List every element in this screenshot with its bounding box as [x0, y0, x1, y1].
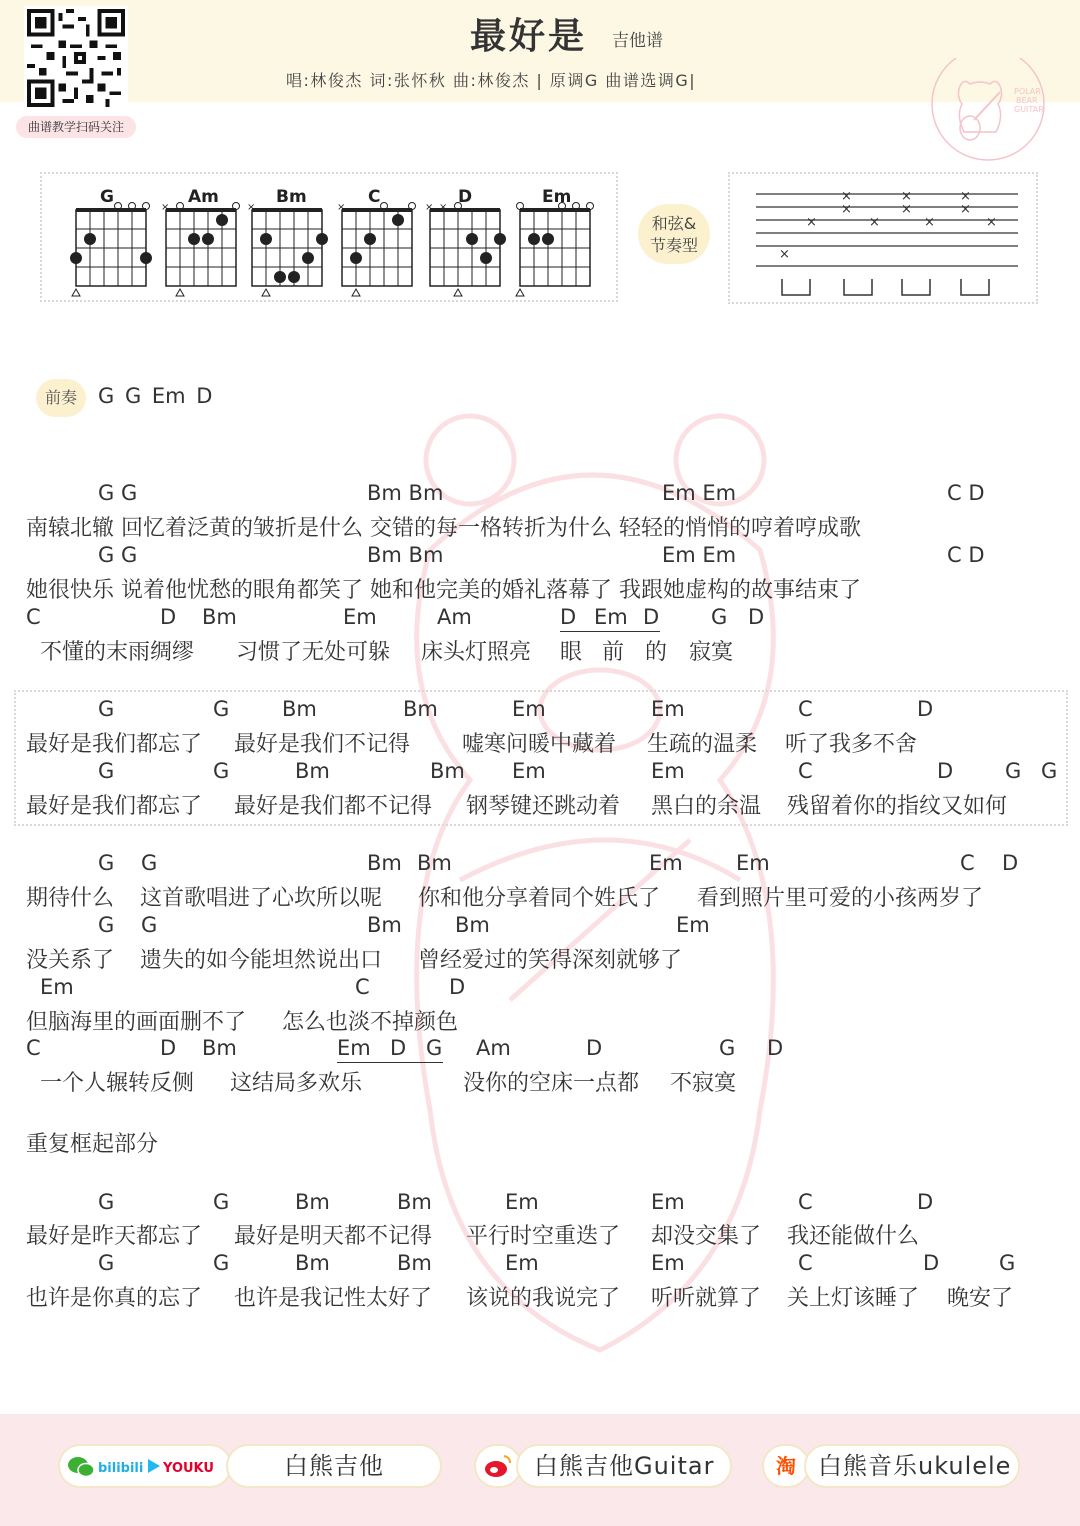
lyric: 但脑海里的画面删不了	[26, 1010, 247, 1035]
svg-text:×: ×	[960, 189, 971, 204]
chord: Em	[736, 851, 770, 875]
chord: D	[560, 605, 577, 629]
lyric: 寂寞	[689, 640, 734, 665]
svg-text:×: ×	[901, 202, 912, 217]
chord: G	[98, 697, 115, 721]
chord: Bm	[202, 605, 237, 629]
lyric: 该说的我说完了	[466, 1286, 621, 1311]
chord: D	[390, 1036, 407, 1060]
lyric: 听听就算了	[651, 1286, 762, 1311]
lyric: 没你的空床一点都	[463, 1071, 640, 1096]
chord: G G	[98, 543, 138, 567]
chord: Bm	[367, 851, 402, 875]
chord: G	[98, 759, 115, 783]
tie-line	[337, 1062, 443, 1063]
chord: Em	[651, 1251, 685, 1275]
chord: C	[26, 1036, 41, 1060]
chord: Bm	[282, 697, 317, 721]
svg-text:×: ×	[841, 202, 852, 217]
chord: Em	[512, 697, 546, 721]
chord-bm-label: Bm	[276, 187, 307, 207]
prelude-badge: 前奏	[36, 379, 86, 417]
lyric: 嘘寒问暖中藏着	[462, 732, 617, 757]
lyric: 眼	[560, 640, 583, 665]
chord: D	[643, 605, 660, 629]
chord: Em	[651, 1190, 685, 1214]
lyric-line: 南辕北辙 回忆着泛黄的皱折是什么 交错的每一格转折为什么 轻轻的悄悄的哼着哼成歌	[26, 516, 861, 541]
song-title: 最好是	[470, 16, 588, 57]
chord: C D	[947, 481, 985, 505]
lyric: 最好是我们都不记得	[234, 794, 433, 819]
taobao-glyph: 淘	[776, 1454, 796, 1478]
chord: D	[586, 1036, 603, 1060]
chord: G	[711, 605, 728, 629]
lyric: 最好是我们不记得	[234, 732, 411, 757]
repeat-note: 重复框起部分	[26, 1132, 159, 1157]
chord: C	[798, 697, 813, 721]
chord: D	[449, 975, 466, 999]
chord: Bm	[295, 759, 330, 783]
chord: Bm	[397, 1251, 432, 1275]
chord: C D	[947, 543, 985, 567]
lyric: 晚安了	[947, 1286, 1014, 1311]
brand-link-1[interactable]: 白熊吉他	[226, 1444, 442, 1488]
svg-text:×: ×	[247, 202, 256, 213]
chord: Bm Bm	[367, 481, 444, 505]
chord: G	[719, 1036, 736, 1060]
chord: D	[160, 605, 177, 629]
logo-text-1: POLAR	[1014, 87, 1041, 96]
rhythm-pattern-box	[728, 172, 1038, 304]
svg-text:×: ×	[986, 215, 997, 230]
lyric: 看到照片里可爱的小孩两岁了	[697, 886, 984, 911]
lyric: 最好是我们都忘了	[26, 794, 203, 819]
song-credits: 唱:林俊杰 词:张怀秋 曲:林俊杰 | 原调G 曲谱选调G|	[286, 71, 697, 90]
lyric-line: 她很快乐 说着他忧愁的眼角都笑了 她和他完美的婚礼落幕了 我跟她虚构的故事结束了	[26, 578, 861, 603]
chord: Em	[512, 759, 546, 783]
svg-text:×: ×	[960, 202, 971, 217]
lyric: 没关系了	[26, 948, 115, 973]
svg-text:×: ×	[806, 215, 817, 230]
lyric: 期待什么	[26, 886, 115, 911]
chord: Bm Bm	[367, 543, 444, 567]
chord: G	[1005, 759, 1022, 783]
chord: D	[160, 1036, 177, 1060]
svg-text:×: ×	[901, 189, 912, 204]
chord: Em	[649, 851, 683, 875]
chord: D	[937, 759, 954, 783]
chord: G	[141, 851, 158, 875]
svg-text:×: ×	[924, 215, 935, 230]
chord: Em	[337, 1036, 371, 1060]
polar-bear-guitar-logo	[930, 58, 1058, 162]
svg-text:×: ×	[439, 202, 448, 213]
chord: G	[213, 697, 230, 721]
chord: G	[999, 1251, 1016, 1275]
lyric: 钢琴键还跳动着	[466, 794, 621, 819]
lyric: 我还能做什么	[787, 1224, 920, 1249]
chord-c	[337, 187, 416, 296]
chord: G	[98, 1251, 115, 1275]
chord: D	[1002, 851, 1019, 875]
chord-d	[425, 187, 506, 296]
chord: Bm	[202, 1036, 237, 1060]
chord: G	[1041, 759, 1058, 783]
chord: C	[960, 851, 975, 875]
lyric: 也许是你真的忘了	[26, 1286, 203, 1311]
logo-text-3: GUITAR	[1014, 105, 1044, 114]
chord: Bm	[295, 1190, 330, 1214]
lyric: 残留着你的指纹又如何	[787, 794, 1008, 819]
rhythm-label-2: 节奏型	[649, 236, 698, 255]
lyric: 黑白的余温	[651, 794, 762, 819]
chord-c-label: C	[368, 187, 381, 207]
lyric: 不懂的末雨绸缪	[40, 640, 195, 665]
chord: Em	[343, 605, 377, 629]
brand-link-3[interactable]: 白熊音乐ukulele	[804, 1444, 1020, 1488]
youku-icon	[148, 1459, 160, 1473]
rhythm-pattern	[730, 174, 1036, 302]
lyric: 遗失的如今能坦然说出口	[140, 948, 383, 973]
chord: D	[923, 1251, 940, 1275]
chord: Em Em	[662, 543, 737, 567]
chord: Am	[437, 605, 472, 629]
chord: G	[213, 1251, 230, 1275]
chord-bm	[247, 187, 328, 296]
youku-text: YOUKU	[163, 1461, 214, 1476]
weibo-icon[interactable]	[474, 1444, 522, 1488]
lyric: 的	[645, 640, 668, 665]
platform-icons[interactable]	[58, 1444, 232, 1488]
svg-text:×: ×	[161, 202, 170, 213]
chord: G	[98, 851, 115, 875]
svg-text:×: ×	[841, 189, 852, 204]
svg-text:×: ×	[425, 202, 434, 213]
wechat-icon	[68, 1457, 94, 1477]
chord-am	[161, 187, 240, 296]
logo-text-2: BEAR	[1016, 96, 1038, 105]
chord: Em	[505, 1251, 539, 1275]
chord: C	[26, 605, 41, 629]
chord: Bm	[367, 913, 402, 937]
lyric: 床头灯照亮	[421, 640, 532, 665]
chord: Em	[651, 697, 685, 721]
lyric: 这首歌唱进了心坎所以呢	[140, 886, 383, 911]
chord: D	[917, 697, 934, 721]
lyric: 前	[602, 640, 625, 665]
lyric: 你和他分享着同个姓氏了	[418, 886, 661, 911]
lyric: 怎么也淡不掉颜色	[282, 1010, 459, 1035]
chord-am-label: Am	[188, 187, 219, 207]
rhythm-label-1: 和弦&	[651, 214, 697, 233]
lyric: 这结局多欢乐	[230, 1071, 363, 1096]
chord-diagrams	[42, 174, 616, 300]
chord: Bm	[455, 913, 490, 937]
chord: G	[213, 1190, 230, 1214]
lyric: 不寂寞	[670, 1071, 737, 1096]
chord: G G	[98, 481, 138, 505]
chord: G	[213, 759, 230, 783]
lyric: 最好是我们都忘了	[26, 732, 203, 757]
lyric: 最好是昨天都忘了	[26, 1224, 203, 1249]
lyric: 却没交集了	[651, 1224, 762, 1249]
qr-code[interactable]	[24, 6, 128, 110]
chord: D	[917, 1190, 934, 1214]
chord: C	[798, 1190, 813, 1214]
svg-text:×: ×	[869, 215, 880, 230]
chord: Em	[594, 605, 628, 629]
chord: C	[798, 1251, 813, 1275]
chord: G	[426, 1036, 443, 1060]
lyric: 关上灯该睡了	[787, 1286, 920, 1311]
chord-em-label: Em	[542, 187, 572, 207]
svg-text:×: ×	[337, 202, 346, 213]
lyric: 一个人辗转反侧	[40, 1071, 195, 1096]
lyric: 最好是明天都不记得	[234, 1224, 433, 1249]
chord-g-label: G	[100, 187, 114, 207]
chord-diagrams-box	[40, 172, 618, 302]
lyric: 生疏的温柔	[647, 732, 758, 757]
lyric: 曾经爱过的笑得深刻就够了	[418, 948, 683, 973]
chord: C	[798, 759, 813, 783]
chord: Bm	[295, 1251, 330, 1275]
chord: Em	[676, 913, 710, 937]
song-subtitle: 吉他谱	[612, 31, 663, 51]
lyric: 习惯了无处可躲	[236, 640, 391, 665]
chord: C	[355, 975, 370, 999]
lyric: 听了我多不舍	[785, 732, 918, 757]
chord-d-label: D	[458, 187, 473, 207]
chord: D	[767, 1036, 784, 1060]
chord: Am	[476, 1036, 511, 1060]
chord: G	[98, 913, 115, 937]
chord: Em	[505, 1190, 539, 1214]
rhythm-badge	[638, 204, 710, 264]
tie-line	[560, 631, 660, 632]
brand-link-2[interactable]: 白熊吉他Guitar	[516, 1444, 732, 1488]
chord-g	[70, 187, 152, 296]
chord: G	[141, 913, 158, 937]
chord: Bm	[417, 851, 452, 875]
lyric: 也许是我记性太好了	[234, 1286, 433, 1311]
chord: G	[98, 1190, 115, 1214]
lyric: 平行时空重迭了	[466, 1224, 621, 1249]
svg-text:×: ×	[779, 247, 790, 262]
chord: Bm	[403, 697, 438, 721]
chord: Bm	[430, 759, 465, 783]
chord: D	[748, 605, 765, 629]
taobao-icon[interactable]	[762, 1444, 810, 1488]
prelude-chords: G G Em D	[98, 384, 213, 408]
chord: Em	[651, 759, 685, 783]
chord-em	[516, 187, 594, 296]
qr-caption: 曲谱教学扫码关注	[16, 116, 136, 138]
chord: Em	[40, 975, 74, 999]
bilibili-text: bilibili	[98, 1461, 144, 1476]
chord: Bm	[397, 1190, 432, 1214]
chord: Em Em	[662, 481, 737, 505]
